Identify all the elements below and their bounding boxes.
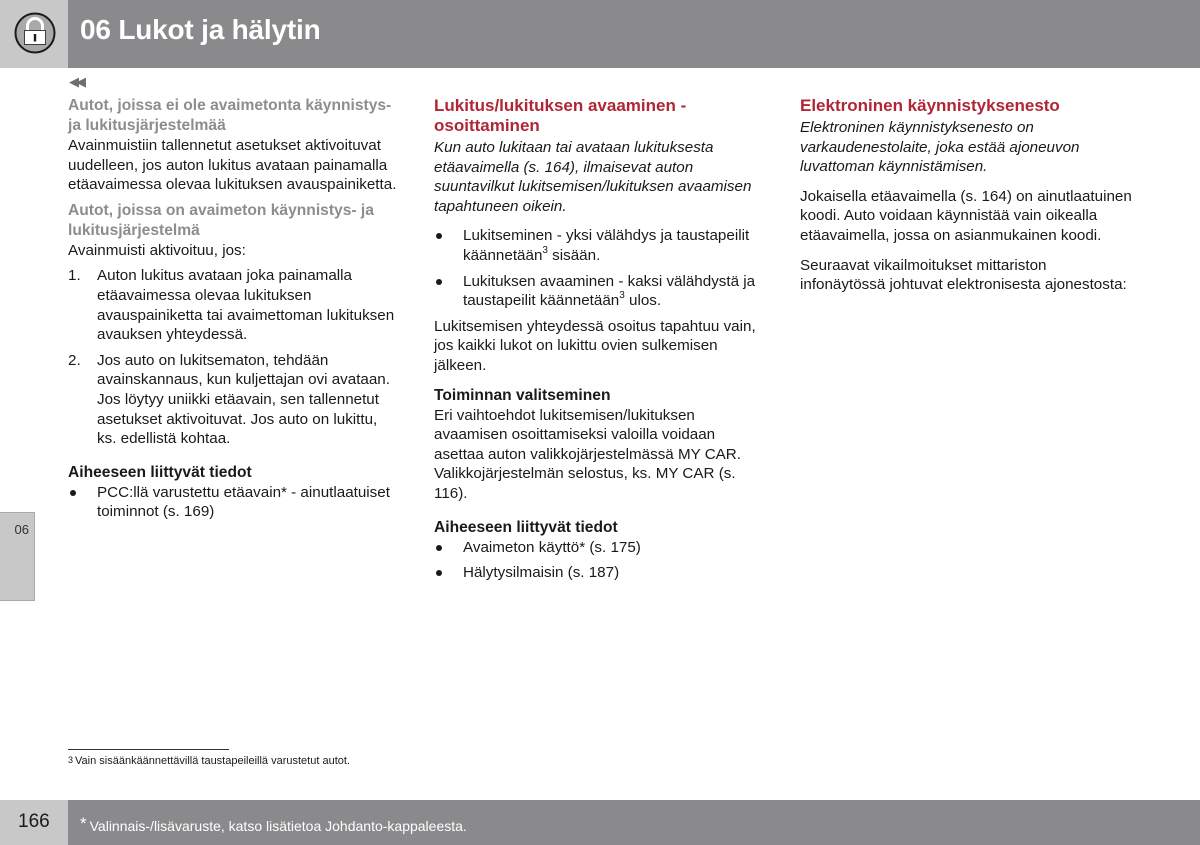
list-number: 2. xyxy=(68,351,81,369)
list-item xyxy=(434,226,766,265)
list-item-text: Lukituksen avaaminen - kaksi välähdystä ja taustapeilit käännetään xyxy=(463,272,756,310)
section-heading-without-keyless: Autot, joissa ei ole avaimetonta käynnistys- ja lukitusjärjestelmää xyxy=(68,97,392,134)
footnote-number: 3 xyxy=(68,755,74,765)
related-link-text[interactable]: Avaimeton käyttö* (s. 175) xyxy=(463,538,641,556)
section-heading-immobilizer: Elektroninen käynnistyksenesto xyxy=(800,96,1060,115)
footnote-divider xyxy=(68,749,229,750)
paragraph: Avainmuistiin tallennetut asetukset aktivoituvat uudelleen, jos auton lukitus avataan painamalla etäavaimessa olevaa lukituksen avauspainiketta. xyxy=(68,137,397,194)
subheading-function-selection: Toiminnan valitseminen xyxy=(434,386,611,404)
list-item-text: Auton lukitus avataan joka painamalla etäavaimessa olevaa lukituksen avauspainiketta tai avaimettoman lukituksen avauksen yhteydessä. xyxy=(97,267,395,344)
intro-paragraph: Kun auto lukitaan tai avataan lukituksesta etäavaimella (s. 164), ilmaisevat auton suuntavilkut lukitsemisen/lukituksen avaamisen tapahtuneen oikein. xyxy=(434,139,752,215)
section-heading-with-keyless: Autot, joissa on avaimeton käynnistys- ja lukitusjärjestelmä xyxy=(68,201,374,239)
footer-note xyxy=(80,814,467,834)
paragraph: Eri vaihtoehdot lukitsemisen/lukituksen avaamisen osoittamiseksi valoilla voidaan asettaa auton valikkojärjestelmässä MY CAR. Valikkojärjestelmän selostus, ks. MY CAR (s. 116). xyxy=(434,406,741,502)
lock-icon xyxy=(14,12,56,54)
footnote-ref[interactable]: 3 xyxy=(542,244,548,256)
footnote xyxy=(68,755,350,767)
related-links-list xyxy=(434,538,766,583)
footer-note-text: Valinnais-/lisävaruste, katso lisätietoa Johdanto-kappaleesta. xyxy=(89,818,467,834)
list-item xyxy=(434,272,766,311)
bullet-icon xyxy=(436,545,442,551)
bullet-icon xyxy=(70,490,76,496)
related-info-heading: Aiheeseen liittyvät tiedot xyxy=(68,463,252,481)
list-item-text: Jos auto on lukitsematon, tehdään avainskannaus, kun kuljettajan ovi avataan. Jos löytyy uniikki etäavain, sen tallennetut asetukset aktivoituvat. Jos auto on lukittu, ks. edellistä kohtaa. xyxy=(97,351,390,448)
chapter-tab-label: 06 xyxy=(14,522,29,537)
asterisk-icon: * xyxy=(80,814,87,833)
list-item xyxy=(68,266,400,344)
related-link[interactable] xyxy=(68,483,400,522)
list-item-text: Lukitseminen - yksi välähdys ja taustapeilit käännetään xyxy=(463,227,750,264)
related-link[interactable] xyxy=(434,538,766,558)
paragraph: Jokaisella etäavaimella (s. 164) on ainutlaatuinen koodi. Auto voidaan käynnistää vain oikealla etäavaimella, jossa on asianmukainen koodi. xyxy=(800,187,1132,244)
column-key-memory xyxy=(68,96,400,522)
chapter-side-tab[interactable] xyxy=(0,512,35,601)
section-heading-lock-indication: Lukitus/lukituksen avaaminen - osoittaminen xyxy=(434,96,687,135)
list-item-text-end: sisään. xyxy=(547,246,601,264)
bullet-icon xyxy=(436,279,442,285)
related-link-text[interactable]: PCC:llä varustettu etäavain* - ainutlaatuiset toiminnot (s. 169) xyxy=(97,483,390,521)
column-lock-indication xyxy=(434,96,766,583)
related-links-list xyxy=(68,483,400,522)
back-navigation-icon[interactable]: ◀◀ xyxy=(69,74,83,89)
related-link-text[interactable]: Hälytysilmaisin (s. 187) xyxy=(463,564,620,582)
list-item-text-end: ulos. xyxy=(624,292,662,310)
paragraph: Seuraavat vikailmoitukset mittariston infonäytössä johtuvat elektronisesta ajonestosta: xyxy=(800,256,1127,294)
intro-paragraph: Elektroninen käynnistyksenesto on varkaudenestolaite, joka estää ajoneuvon luvattoman käynnistämisen. xyxy=(800,119,1080,176)
column-immobilizer xyxy=(800,96,1132,295)
footnote-text: Vain sisäänkäännettävillä taustapeileillä varustetut autot. xyxy=(75,755,350,767)
bullet-list xyxy=(434,226,766,310)
numbered-list xyxy=(68,266,400,448)
bullet-icon xyxy=(436,233,442,239)
bullet-icon xyxy=(436,570,442,576)
chapter-title: 06 Lukot ja hälytin xyxy=(80,14,321,45)
related-info-heading: Aiheeseen liittyvät tiedot xyxy=(434,518,618,536)
paragraph: Avainmuisti aktivoituu, jos: xyxy=(68,241,246,259)
page-number: 166 xyxy=(18,811,50,832)
paragraph: Lukitsemisen yhteydessä osoitus tapahtuu vain, jos kaikki lukot on lukittu ovien sulkemisen jälkeen. xyxy=(434,317,756,374)
list-item xyxy=(68,351,400,449)
related-link[interactable] xyxy=(434,563,766,583)
footnote-ref[interactable]: 3 xyxy=(619,290,625,302)
list-number: 1. xyxy=(68,267,81,285)
